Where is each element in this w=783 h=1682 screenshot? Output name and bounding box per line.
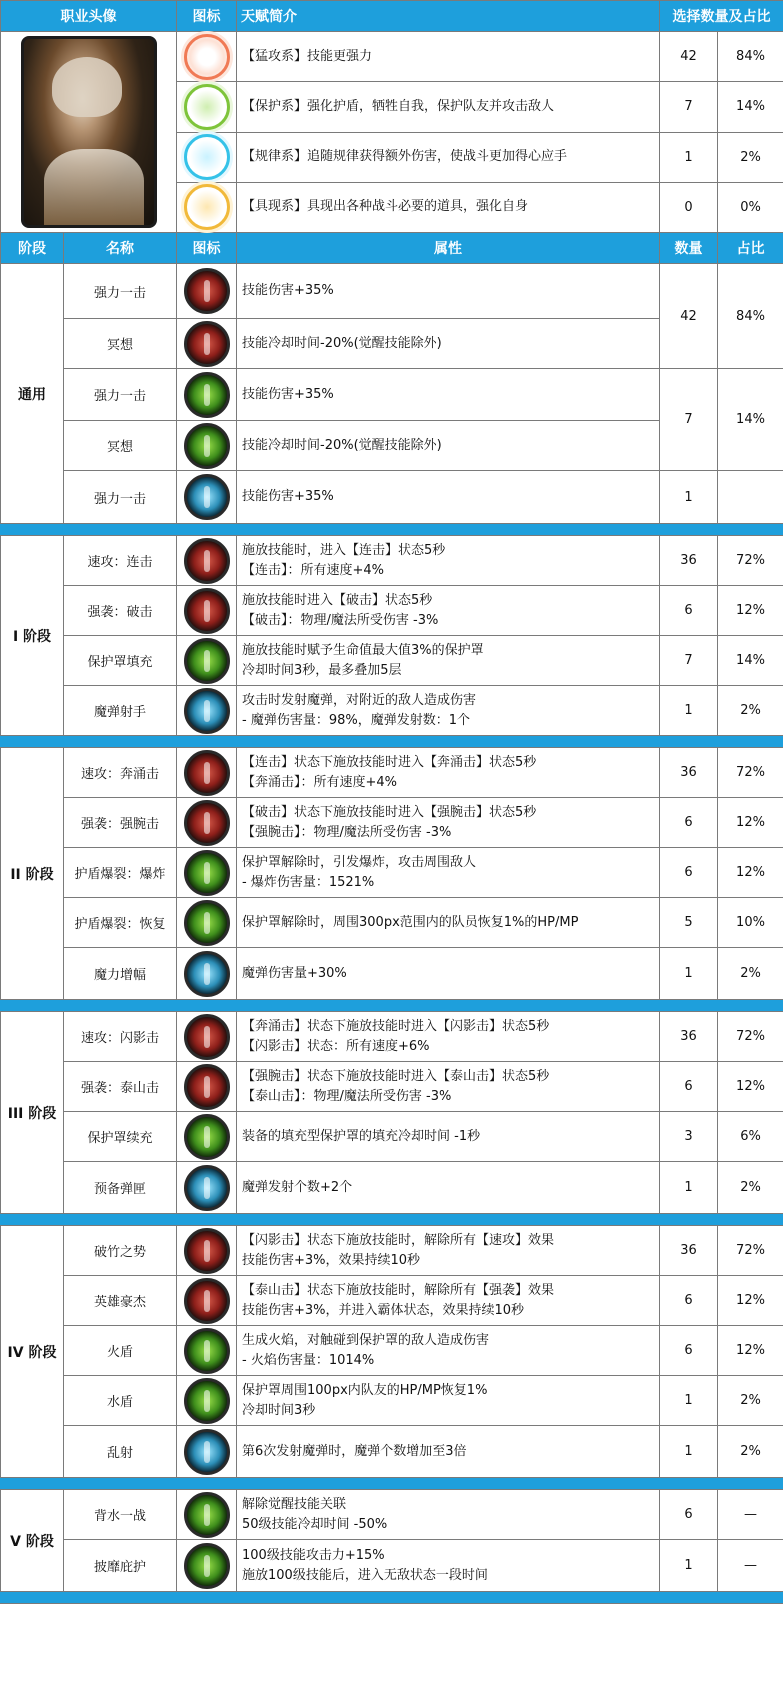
skill-pct: 10% bbox=[718, 898, 783, 948]
skill-name: 魔弹射手 bbox=[64, 686, 177, 736]
class-pct: 0% bbox=[718, 182, 783, 232]
icon-header: 图标 bbox=[177, 233, 237, 264]
table-header-row bbox=[1, 233, 783, 264]
skill-count: 3 bbox=[660, 1112, 718, 1162]
skill-name: 保护罩续充 bbox=[64, 1112, 177, 1162]
class-header-row bbox=[1, 1, 783, 32]
skill-attr-line: 【闪影击】状态：所有速度+6% bbox=[242, 1038, 430, 1054]
skill-name: 护盾爆裂：爆炸 bbox=[64, 848, 177, 898]
blue-skill-icon bbox=[184, 1429, 230, 1475]
skill-name: 火盾 bbox=[64, 1326, 177, 1376]
table-row bbox=[1, 748, 783, 798]
table-row bbox=[1, 948, 783, 1000]
red-skill-icon bbox=[184, 1064, 230, 1110]
avatar-header: 职业头像 bbox=[1, 1, 177, 32]
table-row bbox=[1, 798, 783, 848]
skill-count: 1 bbox=[660, 1162, 718, 1214]
skill-attr-line: - 魔弹伤害量：98%，魔弹发射数：1个 bbox=[242, 712, 470, 728]
green-skill-icon bbox=[184, 1543, 230, 1589]
stage-label: I 阶段 bbox=[1, 536, 64, 736]
green-skill-icon bbox=[184, 1492, 230, 1538]
section-divider bbox=[1, 1592, 783, 1604]
skill-attr-line: 【奔涌击】状态下施放技能时进入【闪影击】状态5秒 bbox=[242, 1018, 550, 1034]
skill-attr-line: 【破击】状态下施放技能时进入【强腕击】状态5秒 bbox=[242, 804, 537, 820]
skill-name: 保护罩填充 bbox=[64, 636, 177, 686]
class-count: 1 bbox=[660, 132, 718, 182]
skill-name: 强袭：泰山击 bbox=[64, 1062, 177, 1112]
table-row bbox=[1, 848, 783, 898]
skill-attr-line: 【强腕击】：物理/魔法所受伤害 -3% bbox=[242, 824, 452, 840]
skill-attr-line: 【泰山击】：物理/魔法所受伤害 -3% bbox=[242, 1088, 452, 1104]
skill-attr-line: 施放100级技能后，进入无敌状态一段时间 bbox=[242, 1567, 488, 1583]
section-divider bbox=[1, 1478, 783, 1490]
section-divider bbox=[1, 524, 783, 536]
skill-pct: 6% bbox=[718, 1112, 783, 1162]
skill-pct: 2% bbox=[718, 1426, 783, 1478]
skill-attr-line: 第6次发射魔弹时，魔弹个数增加至3倍 bbox=[242, 1443, 467, 1459]
skill-name: 冥想 bbox=[64, 421, 177, 471]
table-row bbox=[1, 264, 783, 319]
class-text: 【保护系】强化护盾，牺牲自我，保护队友并攻击敌人 bbox=[237, 82, 660, 132]
cyan-talent-icon bbox=[184, 134, 230, 180]
red-skill-icon bbox=[184, 538, 230, 584]
skill-pct: 2% bbox=[718, 1162, 783, 1214]
icon-header: 图标 bbox=[177, 1, 237, 32]
red-skill-icon bbox=[184, 750, 230, 796]
skill-name: 强袭：强腕击 bbox=[64, 798, 177, 848]
blue-skill-icon bbox=[184, 951, 230, 997]
class-text: 【猛攻系】技能更强力 bbox=[237, 32, 660, 82]
blue-skill-icon bbox=[184, 688, 230, 734]
green-skill-icon bbox=[184, 900, 230, 946]
table-row bbox=[1, 1376, 783, 1426]
class-pct: 2% bbox=[718, 132, 783, 182]
green-skill-icon bbox=[184, 1328, 230, 1374]
attr-header: 属性 bbox=[237, 233, 660, 264]
skill-pct: 84% bbox=[718, 264, 783, 369]
section-divider bbox=[1, 1214, 783, 1226]
skill-pct: 2% bbox=[718, 686, 783, 736]
skill-count: 1 bbox=[660, 1426, 718, 1478]
skill-name: 乱射 bbox=[64, 1426, 177, 1478]
skill-attr-line: 【闪影击】状态下施放技能时，解除所有【速攻】效果 bbox=[242, 1232, 555, 1248]
skill-count: 6 bbox=[660, 586, 718, 636]
selection-header: 选择数量及占比 bbox=[660, 1, 783, 32]
section-divider bbox=[1, 736, 783, 748]
skill-name: 护盾爆裂：恢复 bbox=[64, 898, 177, 948]
character-portrait bbox=[21, 36, 157, 228]
skill-attr: 技能伤害+35% bbox=[237, 471, 660, 524]
skill-attr-line: 【连击】：所有速度+4% bbox=[242, 562, 385, 578]
skill-pct: 12% bbox=[718, 1062, 783, 1112]
skill-attr-line: 50级技能冷却时间 -50% bbox=[242, 1516, 388, 1532]
stage-label: II 阶段 bbox=[1, 748, 64, 1000]
table-row bbox=[1, 1226, 783, 1276]
name-header: 名称 bbox=[64, 233, 177, 264]
skill-name: 速攻：奔涌击 bbox=[64, 748, 177, 798]
skill-count: 6 bbox=[660, 1490, 718, 1540]
skill-attr-line: 100级技能攻击力+15% bbox=[242, 1547, 385, 1563]
skill-attr-line: 保护罩解除时，引发爆炸，攻击周围敌人 bbox=[242, 854, 477, 870]
class-text: 【具现系】具现出各种战斗必要的道具，强化自身 bbox=[237, 182, 660, 232]
skill-attr-line: 保护罩周围100px内队友的HP/MP恢复1% bbox=[242, 1382, 488, 1398]
green-skill-icon bbox=[184, 638, 230, 684]
talent-intro-header: 天赋简介 bbox=[237, 1, 660, 32]
skill-attr-line: 【破击】：物理/魔法所受伤害 -3% bbox=[242, 612, 439, 628]
skill-name: 强力一击 bbox=[64, 264, 177, 319]
stage-label: III 阶段 bbox=[1, 1012, 64, 1214]
skill-count: 6 bbox=[660, 1276, 718, 1326]
skill-name: 强力一击 bbox=[64, 369, 177, 421]
skill-pct bbox=[718, 471, 783, 524]
skill-attr-line: 保护罩解除时，周围300px范围内的队员恢复1%的HP/MP bbox=[242, 914, 579, 930]
skill-attr-line: 冷却时间3秒，最多叠加5层 bbox=[242, 662, 402, 678]
blue-skill-icon bbox=[184, 1165, 230, 1211]
skill-attr-line: 施放技能时进入【破击】状态5秒 bbox=[242, 592, 433, 608]
table-row bbox=[1, 536, 783, 586]
green-skill-icon bbox=[184, 372, 230, 418]
class-count: 42 bbox=[660, 32, 718, 82]
class-row bbox=[1, 32, 783, 82]
skill-count: 6 bbox=[660, 1326, 718, 1376]
skill-attr-line: 攻击时发射魔弹，对附近的敌人造成伤害 bbox=[242, 692, 477, 708]
table-row bbox=[1, 1062, 783, 1112]
skill-pct: 72% bbox=[718, 536, 783, 586]
table-row bbox=[1, 1540, 783, 1592]
table-row bbox=[1, 1012, 783, 1062]
stage-label: 通用 bbox=[1, 264, 64, 524]
skill-pct: 14% bbox=[718, 369, 783, 471]
skill-pct: 2% bbox=[718, 948, 783, 1000]
skill-pct: — bbox=[718, 1540, 783, 1592]
skill-pct: 72% bbox=[718, 748, 783, 798]
skill-count: 1 bbox=[660, 1376, 718, 1426]
table-row bbox=[1, 1112, 783, 1162]
skill-pct: 14% bbox=[718, 636, 783, 686]
skill-attr-line: 【连击】状态下施放技能时进入【奔涌击】状态5秒 bbox=[242, 754, 537, 770]
class-pct: 84% bbox=[718, 32, 783, 82]
skill-name: 强力一击 bbox=[64, 471, 177, 524]
skill-attr-line: 解除觉醒技能关联 bbox=[242, 1496, 347, 1512]
skill-attr-line: 技能伤害+3%，效果持续10秒 bbox=[242, 1252, 421, 1268]
skill-name: 速攻：连击 bbox=[64, 536, 177, 586]
skill-count: 6 bbox=[660, 848, 718, 898]
skill-pct: 72% bbox=[718, 1012, 783, 1062]
table-row bbox=[1, 686, 783, 736]
skill-attr: 技能伤害+35% bbox=[237, 369, 660, 421]
skill-attr: 技能伤害+35% bbox=[237, 264, 660, 319]
skill-name: 披靡庇护 bbox=[64, 1540, 177, 1592]
class-count: 0 bbox=[660, 182, 718, 232]
stage-header: 阶段 bbox=[1, 233, 64, 264]
table-row bbox=[1, 1326, 783, 1376]
class-pct: 14% bbox=[718, 82, 783, 132]
section-divider bbox=[1, 1000, 783, 1012]
skill-attr-line: 装备的填充型保护罩的填充冷却时间 -1秒 bbox=[242, 1128, 481, 1144]
skill-attr-line: 魔弹伤害量+30% bbox=[242, 965, 347, 981]
red-skill-icon bbox=[184, 588, 230, 634]
skill-name: 水盾 bbox=[64, 1376, 177, 1426]
pct-header: 占比 bbox=[718, 233, 783, 264]
table-row bbox=[1, 369, 783, 421]
table-row bbox=[1, 586, 783, 636]
skill-count: 1 bbox=[660, 686, 718, 736]
table-row bbox=[1, 1426, 783, 1478]
skill-pct: 2% bbox=[718, 1376, 783, 1426]
skill-pct: 12% bbox=[718, 798, 783, 848]
skill-attr-line: 【强腕击】状态下施放技能时进入【泰山击】状态5秒 bbox=[242, 1068, 550, 1084]
skill-count: 36 bbox=[660, 1226, 718, 1276]
red-skill-icon bbox=[184, 1278, 230, 1324]
count-header: 数量 bbox=[660, 233, 718, 264]
red-skill-icon bbox=[184, 1228, 230, 1274]
skill-pct: 12% bbox=[718, 1276, 783, 1326]
skill-name: 速攻：闪影击 bbox=[64, 1012, 177, 1062]
class-text: 【规律系】追随规律获得额外伤害，使战斗更加得心应手 bbox=[237, 132, 660, 182]
skill-count: 7 bbox=[660, 369, 718, 471]
skill-pct: 12% bbox=[718, 848, 783, 898]
table-row bbox=[1, 1276, 783, 1326]
skill-attr-line: 【奔涌击】：所有速度+4% bbox=[242, 774, 398, 790]
table-row bbox=[1, 898, 783, 948]
red-skill-icon bbox=[184, 800, 230, 846]
skill-count: 5 bbox=[660, 898, 718, 948]
class-count: 7 bbox=[660, 82, 718, 132]
table-row bbox=[1, 1490, 783, 1540]
table-row bbox=[1, 1162, 783, 1214]
skill-attr-line: 冷却时间3秒 bbox=[242, 1402, 316, 1418]
skill-count: 1 bbox=[660, 1540, 718, 1592]
skill-name: 冥想 bbox=[64, 319, 177, 369]
skill-attr: 技能冷却时间-20%(觉醒技能除外) bbox=[237, 421, 660, 471]
skill-count: 36 bbox=[660, 536, 718, 586]
skill-name: 英雄豪杰 bbox=[64, 1276, 177, 1326]
table-row bbox=[1, 636, 783, 686]
gold-talent-icon bbox=[184, 184, 230, 230]
red-skill-icon bbox=[184, 1014, 230, 1060]
avatar-cell bbox=[1, 32, 177, 233]
skill-attr-line: - 爆炸伤害量：1521% bbox=[242, 874, 375, 890]
skill-count: 36 bbox=[660, 1012, 718, 1062]
skill-attr-line: 【泰山击】状态下施放技能时，解除所有【强袭】效果 bbox=[242, 1282, 555, 1298]
skill-count: 42 bbox=[660, 264, 718, 369]
skill-name: 强袭：破击 bbox=[64, 586, 177, 636]
green-skill-icon bbox=[184, 1114, 230, 1160]
skill-count: 6 bbox=[660, 1062, 718, 1112]
green-talent-icon bbox=[184, 84, 230, 130]
blue-skill-icon bbox=[184, 474, 230, 520]
skill-count: 1 bbox=[660, 471, 718, 524]
skill-attr-line: 施放技能时，进入【连击】状态5秒 bbox=[242, 542, 446, 558]
skill-pct: 12% bbox=[718, 586, 783, 636]
skill-name: 破竹之势 bbox=[64, 1226, 177, 1276]
skill-pct: 72% bbox=[718, 1226, 783, 1276]
skill-pct: 12% bbox=[718, 1326, 783, 1376]
green-skill-icon bbox=[184, 1378, 230, 1424]
table-row bbox=[1, 471, 783, 524]
skill-count: 1 bbox=[660, 948, 718, 1000]
stage-label: IV 阶段 bbox=[1, 1226, 64, 1478]
green-skill-icon bbox=[184, 423, 230, 469]
skill-count: 36 bbox=[660, 748, 718, 798]
skill-attr-line: 魔弹发射个数+2个 bbox=[242, 1179, 353, 1195]
skill-attr-line: 施放技能时赋予生命值最大值3%的保护罩 bbox=[242, 642, 484, 658]
skill-count: 7 bbox=[660, 636, 718, 686]
skill-name: 背水一战 bbox=[64, 1490, 177, 1540]
red-skill-icon bbox=[184, 321, 230, 367]
skill-attr-line: 技能伤害+3%，并进入霸体状态，效果持续10秒 bbox=[242, 1302, 525, 1318]
stage-label: V 阶段 bbox=[1, 1490, 64, 1592]
red-talent-icon bbox=[184, 34, 230, 80]
green-skill-icon bbox=[184, 850, 230, 896]
skill-attr-line: 生成火焰，对触碰到保护罩的敌人造成伤害 bbox=[242, 1332, 490, 1348]
skill-pct: — bbox=[718, 1490, 783, 1540]
skill-attr: 技能冷却时间-20%(觉醒技能除外) bbox=[237, 319, 660, 369]
skill-name: 魔力增幅 bbox=[64, 948, 177, 1000]
skill-name: 预备弹匣 bbox=[64, 1162, 177, 1214]
red-skill-icon bbox=[184, 268, 230, 314]
skill-count: 6 bbox=[660, 798, 718, 848]
skill-attr-line: - 火焰伤害量：1014% bbox=[242, 1352, 375, 1368]
